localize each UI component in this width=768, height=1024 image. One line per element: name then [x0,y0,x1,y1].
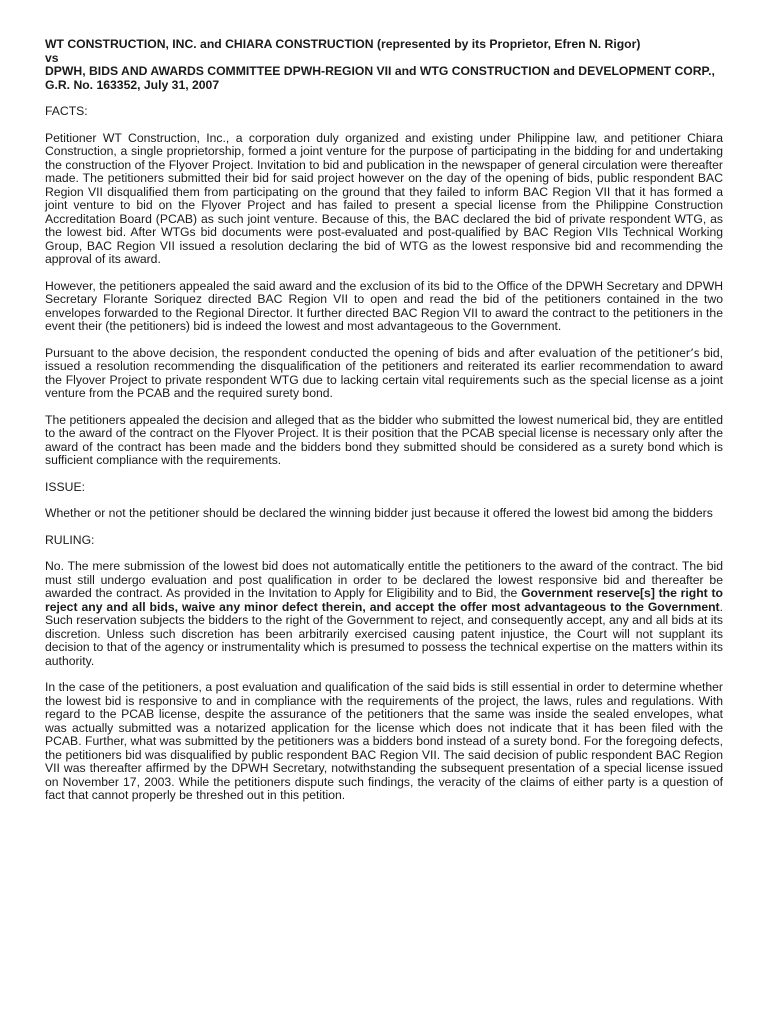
ruling-p1-start: No. The mere submission of the lowest bid does not automatically entitle the petitioners to the award of the contract. The bid must still undergo evaluation and post qualification in order to be declared the lowest responsive bid and thereafter be awarded the contract. As provided in the Invitation to Apply for Eligibility and to Bid, the [45,559,723,600]
facts-paragraph-3 [45,347,723,401]
facts-paragraph-2: However, the petitioners appealed the said award and the exclusion of its bid to the Office of the DPWH Secretary and DPWH Secretary Florante Soriquez directed BAC Region VII to open and read the bid of the petitioners contained in the two envelopes forwarded to the Regional Director. It further directed BAC Region VII to award the contract to the petitioners in the event their (the petitioners) bid is indeed the lowest and most advantageous to the Government. [45,278,723,333]
case-title-respondents: DPWH, BIDS AND AWARDS COMMITTEE DPWH-REGION VII and WTG CONSTRUCTION and DEVELOPMENT CORP., G.R. No. 163352, July 31, 2007 [45,64,715,92]
facts-paragraph-4: The petitioners appealed the decision and alleged that as the bidder who submitted the lowest numerical bid, they are entitled to the award of the contract on the Flyover Project. It is their position that the PCAB special license is necessary only after the award of the contract has been made and the bidders bond they submitted should be considered as a surety bond which is sufficient compliance with the requirements. [45,412,723,467]
ruling-paragraph-1 [45,560,723,668]
facts-paragraph-1: Petitioner WT Construction, Inc., a corporation duly organized and existing under Philippine law, and petitioner Chiara Construction, a single proprietorship, formed a joint venture for the purpose of participating in the bidding for and undertaking the construction of the Flyover Project. Invitation to bid and publication in the newspaper of general circulation were thereafter made. The petitioners submitted their bid for said project however on the day of the opening of bids, public respondent BAC Region VII disqualified them from participating on the ground that they failed to inform BAC Region VII that it has formed a joint venture to bid on the Flyover Project and has failed to present a special license from the Philippine Construction Accreditation Board (PCAB) as such joint venture. Because of this, the BAC declared the bid of private respondent WTG, as the lowest bid. After WTGs bid documents were post-evaluated and post-qualified by BAC Region VIIs Technical Working Group, BAC Region VII issued a resolution declaring the bid of WTG as the lowest responsive bid and recommending the approval of its award. [45,130,723,266]
ruling-p1-bold: Government reserve[s] the right to reject any and all bids, waive any minor defect therein, and accept the offer most advantageous to the Government [45,586,723,614]
facts-p3-alt-font: the respondent conducted the opening of bids and after evaluation of the petitioner’s [221,346,700,360]
case-title-parties: WT CONSTRUCTION, INC. and CHIARA CONSTRUCTION (represented by its Proprietor, Efren N. Rigor) [45,37,641,51]
case-title-vs: vs [45,50,59,65]
facts-p3-end: bid, issued a resolution recommending the disqualification of the petitioners and reiterated its earlier recommendation to award the Flyover Project to private respondent WTG due to lacking certain vital requirements such as the special license as a joint venture from the PCAB and the required surety bond. [45,345,723,400]
ruling-p1-end: . Such reservation subjects the bidders to the right of the Government to reject, and consequently accept, any and all bids at its discretion. Unless such discretion has been arbitrarily exercised causing patent injustice, the Court will not supplant its decision to that of the agency or instrumentality which is presumed to possess the technical expertise on the matters within its authority. [45,599,723,668]
facts-heading: FACTS: [45,104,88,118]
facts-p3-start: Pursuant to the above decision, [45,345,222,360]
issue-heading: ISSUE: [45,479,85,494]
ruling-paragraph-2: In the case of the petitioners, a post evaluation and qualification of the said bids is still essential in order to determine whether the lowest bid is responsive to and in compliance with the requirements of the project, the laws, rules and regulations. With regard to the PCAB license, despite the assurance of the petitioners that the same was inside the sealed envelopes, what was actually submitted was a notarized application for the license which does not indicate that it has been filed with the PCAB. Further, what was submitted by the petitioners was a bidders bond instead of a surety bond. For the foregoing defects, the petitioners bid was disqualified by public respondent BAC Region VII. The said decision of public respondent BAC Region VII was thereafter affirmed by the DPWH Secretary, notwithstanding the subsequent presentation of a special license issued on November 17, 2003. While the petitioners dispute such findings, the veracity of the claims of either party is a question of fact that cannot properly be threshed out in this petition. [45,680,723,802]
document-page [45,38,723,816]
ruling-heading: RULING: [45,532,95,547]
issue-paragraph: Whether or not the petitioner should be declared the winning bidder just because it offered the lowest bid among the bidders [45,506,713,520]
case-title [45,38,723,92]
